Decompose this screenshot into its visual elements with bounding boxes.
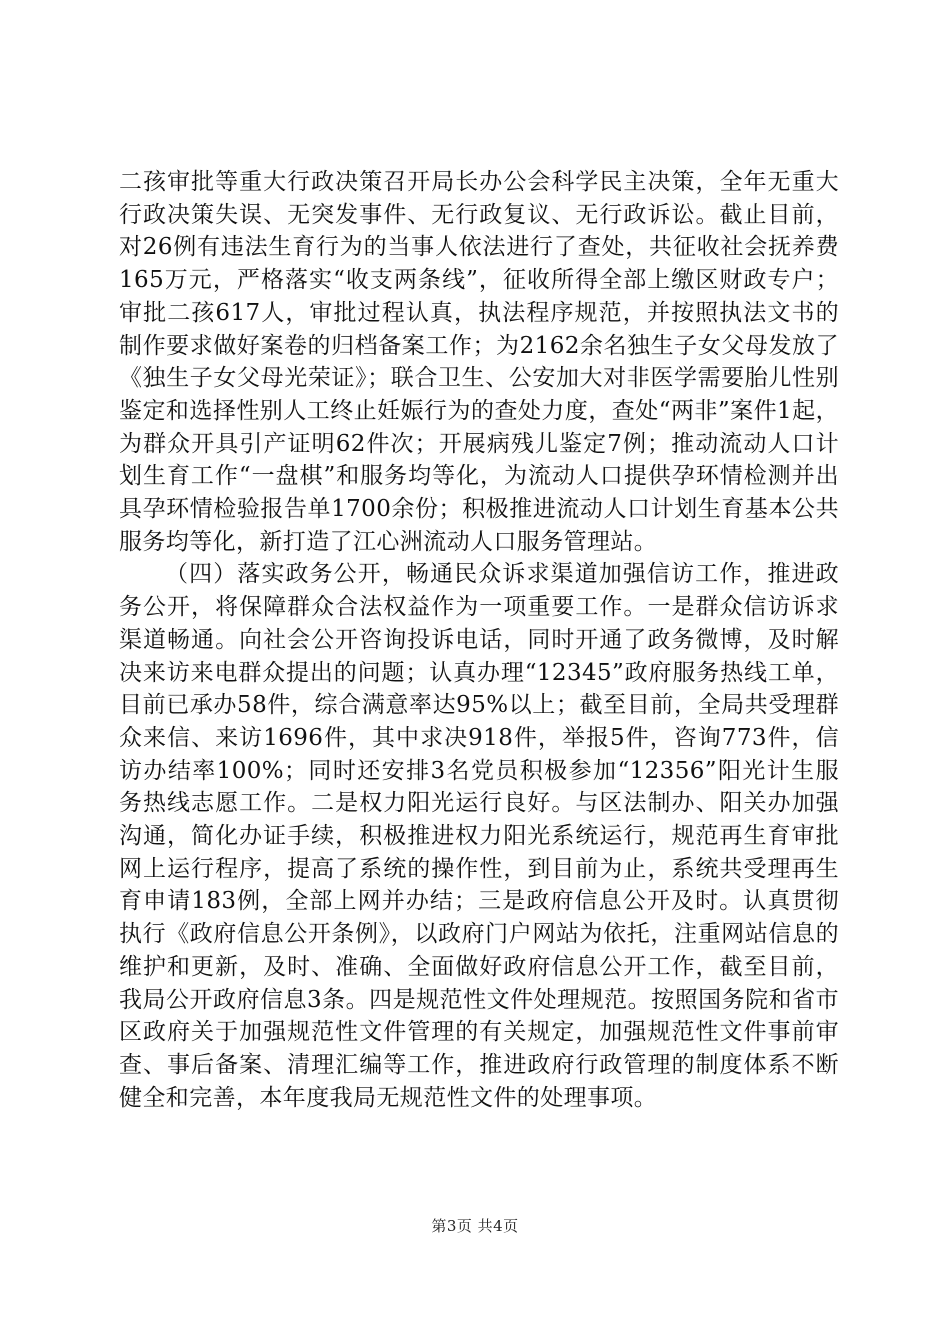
paragraph-continued: 二孩审批等重大行政决策召开局长办公会科学民主决策，全年无重大行政决策失误、无突发事件、无行政复议、无行政诉讼。截止目前，对26例有违法生育行为的当事人依法进行了查处，共征收社会抚养费165万元，严格落实“收支两条线”，征收所得全部上缴区财政专户；审批二孩617人，审批过程认真，执法程序规范，并按照执法文书的制作要求做好案卷的归档备案工作；为2162余名独生子女父母发放了《独生子女父母光荣证》；联合卫生、公安加大对非医学需要胎儿性别鉴定和选择性别人工终止妊娠行为的查处力度，查处“两非”案件1起，为群众开具引产证明62件次；开展病残儿鉴定7例；推动流动人口计划生育工作“一盘棋”和服务均等化，为流动人口提供孕环情检测并出具孕环情检验报告单1700余份；积极推进流动人口计划生育基本公共服务均等化，新打造了江心洲流动人口服务管理站。 bbox=[119, 169, 839, 555]
page-footer: 第3页 共4页 bbox=[431, 1217, 519, 1235]
document-body bbox=[119, 166, 839, 1114]
paragraph-section-four: （四）落实政务公开，畅通民众诉求渠道加强信访工作，推进政务公开，将保障群众合法权益作为一项重要工作。一是群众信访诉求渠道畅通。向社会公开咨询投诉电话，同时开通了政务微博，及时解决来访来电群众提出的问题；认真办理“12345”政府服务热线工单，目前已承办58件，综合满意率达95%以上；截至目前，全局共受理群众来信、来访1696件，其中求决918件，举报5件，咨询773件，信访办结率100%；同时还安排3名党员积极参加“12356”阳光计生服务热线志愿工作。二是权力阳光运行良好。与区法制办、阳关办加强沟通，简化办证手续，积极推进权力阳光系统运行，规范再生育审批网上运行程序，提高了系统的操作性，到目前为止，系统共受理再生育申请183例，全部上网并办结；三是政府信息公开及时。认真贯彻执行《政府信息公开条例》，以政府门户网站为依托，注重网站信息的维护和更新，及时、准确、全面做好政府信息公开工作，截至目前，我局公开政府信息3条。四是规范性文件处理规范。按照国务院和省市区政府关于加强规范性文件管理的有关规定，加强规范性文件事前审查、事后备案、清理汇编等工作，推进政府行政管理的制度体系不断健全和完善，本年度我局无规范性文件的处理事项。 bbox=[119, 561, 839, 1111]
